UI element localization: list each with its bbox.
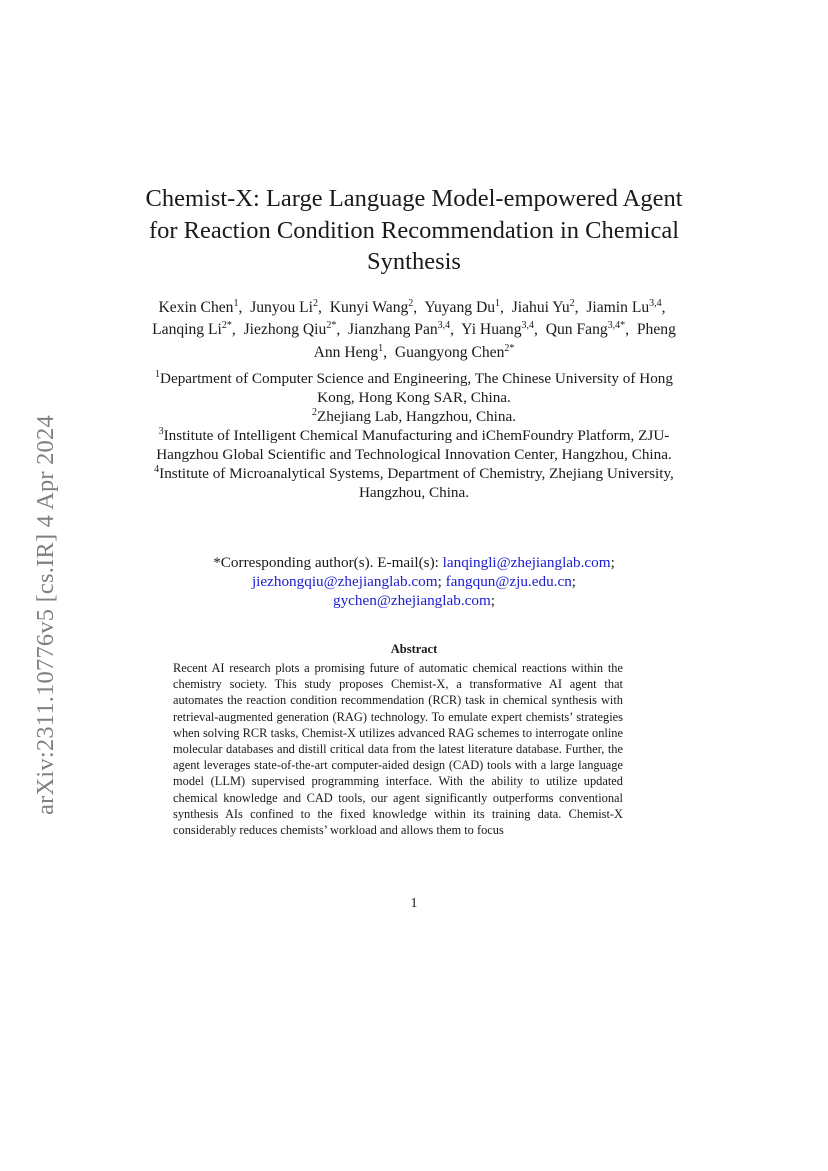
author-affiliation-mark: 1 bbox=[378, 342, 384, 354]
author-name: Yi Huang bbox=[461, 321, 522, 339]
email-link[interactable]: gychen@zhejianglab.com bbox=[332, 592, 491, 609]
author-affiliation-mark: 2 bbox=[313, 297, 318, 309]
page-number: 1 bbox=[410, 896, 418, 911]
author bbox=[512, 299, 575, 316]
author-affiliation-mark: 2 bbox=[569, 297, 575, 309]
author bbox=[330, 299, 414, 316]
author-name: Lanqing Li bbox=[152, 321, 222, 339]
affiliation bbox=[145, 407, 683, 426]
affiliation-mark: 2 bbox=[311, 406, 317, 418]
affiliation-text: Institute of Intelligent Chemical Manufacturing and iChemFoundry Platform, ZJU-Hangzhou Global Scientific and Technological Innovation Center, Hangzhou, China. bbox=[156, 427, 672, 463]
affiliation-mark: 3 bbox=[158, 425, 164, 437]
author-name: Jiahui Yu bbox=[511, 299, 570, 316]
author-affiliation-mark: 2* bbox=[326, 320, 337, 332]
affiliation bbox=[145, 426, 683, 464]
author-name: Jiamin Lu bbox=[586, 299, 650, 316]
author-affiliation-mark: 1 bbox=[233, 297, 239, 309]
arxiv-identifier-text: arXiv:2311.10776v5 [cs.IR] 4 Apr 2024 bbox=[32, 415, 59, 815]
author-list: Kexin Chen$^1$, Junyou Li$^2$, Kunyi Wang$^2$, Yuyang Du$^1$, Jiahui Yu$^2$, Jiamin Lu$^{3,4}$, Lanqing $Li^{2*}$, Jiezhong Qiu$^{2*}$, Jianzhang Pan$^{3,4}$, Yi Huang$^{3,4}$, Qun Fang$^{3,4*}$, Pheng Ann Heng$^1$, Guangyong Chen$^{2*}$ bbox=[152, 297, 676, 361]
affiliation-mark: 1 bbox=[154, 368, 160, 380]
affiliation-mark: 4 bbox=[154, 463, 160, 475]
author bbox=[586, 299, 661, 316]
affiliation bbox=[145, 369, 683, 407]
author-affiliation-mark: 3,4 bbox=[437, 320, 451, 332]
email-link[interactable]: jiezhongqiu@zhejianglab.com bbox=[251, 573, 438, 590]
author-name: Pheng Ann Heng bbox=[313, 321, 676, 361]
affiliation-text: Zhejiang Lab, Hangzhou, China. bbox=[316, 408, 517, 425]
author-affiliation-mark: 2 bbox=[408, 297, 414, 309]
author-name: Yuyang Du bbox=[424, 299, 496, 316]
author bbox=[159, 299, 239, 316]
affiliation-list bbox=[145, 369, 683, 502]
author-name: Qun Fang bbox=[545, 321, 608, 339]
author bbox=[348, 321, 450, 338]
email-link[interactable]: fangqun@zju.edu.cn bbox=[445, 573, 572, 590]
author-affiliation-mark: 3,4* bbox=[607, 320, 626, 332]
author bbox=[546, 321, 625, 338]
author-affiliation-mark: 3,4 bbox=[521, 320, 535, 332]
author bbox=[424, 299, 500, 316]
abstract-text: Recent AI research plots a promising future of automatic chemical reactions within the chemistry society. This study proposes Chemist-X, a transformative AI agent that automates the reaction condition recommendation (RCR) task in chemical synthesis with retrieval-augmented generation (RAG) technology. To emulate expert chemists’ strategies when solving RCR tasks, Chemist-X utilizes advanced RAG schemes to interrogate online molecular databases and distill critical data from the latest literature database. Further, the agent leverages state-of-the-art computer-aided design (CAD) tools with a large language model (LLM) supervised programming interface. With the ability to utilize updated chemical knowledge and CAD tools, our agent significantly outperforms conventional synthesis AIs confined to the fixed knowledge within its training data. Chemist-X considerably reduces chemists’ workload and allows them to focus bbox=[173, 661, 623, 838]
author-name: Guangyong Chen bbox=[394, 343, 505, 361]
affiliation bbox=[145, 464, 683, 502]
arxiv-identifier bbox=[32, 380, 59, 850]
author-name: Kexin Chen bbox=[158, 299, 234, 316]
corresponding-authors: *Corresponding author(s). E-mail(s): lanqingli@zhejianglab.com; jiezhongqiu@zhejianglab.com; fangqun@zju.edu.cn; gychen@zhejianglab.com; bbox=[213, 554, 615, 609]
author-name: Junyou Li bbox=[250, 299, 313, 316]
affiliation-text: Department of Computer Science and Engineering, The Chinese University of Hong Kong, Hong Kong SAR, China. bbox=[159, 370, 673, 406]
author bbox=[395, 344, 515, 361]
affiliation-text: Institute of Microanalytical Systems, Department of Chemistry, Zhejiang University, Hangzhou, China. bbox=[159, 465, 674, 501]
email-link[interactable]: lanqingli@zhejianglab.com bbox=[442, 554, 611, 571]
author-affiliation-mark: 2* bbox=[221, 320, 232, 332]
author bbox=[250, 299, 318, 316]
paper-title: Chemist-X: Large Language Model-empowered Agent for Reaction Condition Recommendation in Chemical Synthesis bbox=[145, 185, 683, 275]
corresponding-label: *Corresponding author(s). E-mail(s): bbox=[213, 554, 439, 571]
author-affiliation-mark: 2* bbox=[504, 342, 515, 354]
author-name: Jianzhang Pan bbox=[348, 321, 438, 339]
abstract-heading: Abstract bbox=[390, 642, 438, 656]
author bbox=[461, 321, 534, 338]
author-name: Kunyi Wang bbox=[329, 299, 409, 316]
author-name: Jiezhong Qiu bbox=[243, 321, 327, 339]
author bbox=[244, 321, 337, 338]
author-affiliation-mark: 1 bbox=[495, 297, 501, 309]
author bbox=[152, 321, 232, 338]
author-affiliation-mark: 3,4 bbox=[649, 297, 662, 309]
